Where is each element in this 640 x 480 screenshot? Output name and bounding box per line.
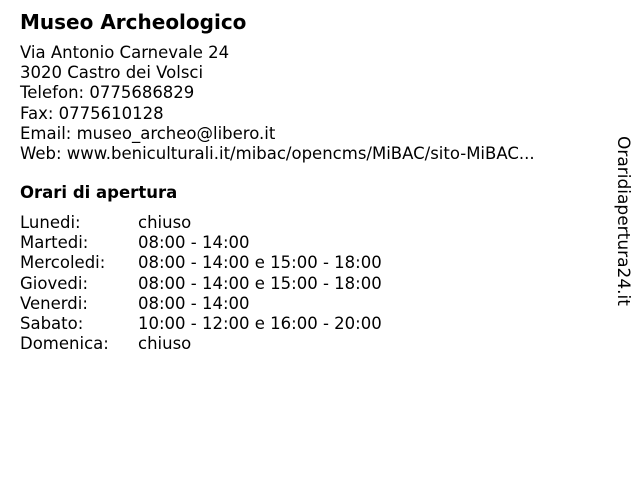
day-label: Mercoledi: — [20, 253, 106, 273]
day-hours: 08:00 - 14:00 — [138, 293, 250, 313]
hours-row-tuesday — [20, 233, 382, 253]
day-label: Domenica: — [20, 334, 109, 354]
day-label: Giovedi: — [20, 273, 88, 293]
opening-hours-table — [20, 213, 382, 354]
hours-row-thursday — [20, 274, 382, 294]
address-city: 3020 Castro dei Volsci — [20, 63, 204, 83]
day-hours: 10:00 - 12:00 e 16:00 - 20:00 — [138, 314, 382, 334]
day-label: Martedi: — [20, 233, 89, 253]
day-label: Sabato: — [20, 314, 84, 334]
fax-line: Fax: 0775610128 — [20, 103, 164, 123]
hours-row-sunday — [20, 334, 382, 354]
day-hours: 08:00 - 14:00 e 15:00 - 18:00 — [138, 253, 382, 273]
day-label: Lunedi: — [20, 213, 81, 232]
day-label: Venerdi: — [20, 293, 88, 313]
museum-title: Museo Archeologico — [20, 10, 247, 34]
web-line: Web: www.beniculturali.it/mibac/opencms/MiBAC/sito-MiBAC... — [20, 144, 535, 164]
day-hours: 08:00 - 14:00 — [138, 233, 250, 253]
hours-row-saturday — [20, 314, 382, 334]
day-hours: chiuso — [138, 334, 192, 354]
contact-block — [20, 43, 535, 164]
phone-line: Telefon: 0775686829 — [20, 83, 195, 103]
email-line: Email: museo_archeo@libero.it — [20, 123, 276, 143]
hours-row-monday — [20, 213, 382, 233]
address-street: Via Antonio Carnevale 24 — [20, 43, 230, 62]
opening-hours-heading: Orari di apertura — [20, 183, 178, 202]
hours-row-friday — [20, 294, 382, 314]
day-hours: chiuso — [138, 213, 192, 232]
hours-row-wednesday — [20, 253, 382, 273]
brand-watermark: Oraridiapertura24.it — [613, 136, 633, 306]
day-hours: 08:00 - 14:00 e 15:00 - 18:00 — [138, 273, 382, 293]
